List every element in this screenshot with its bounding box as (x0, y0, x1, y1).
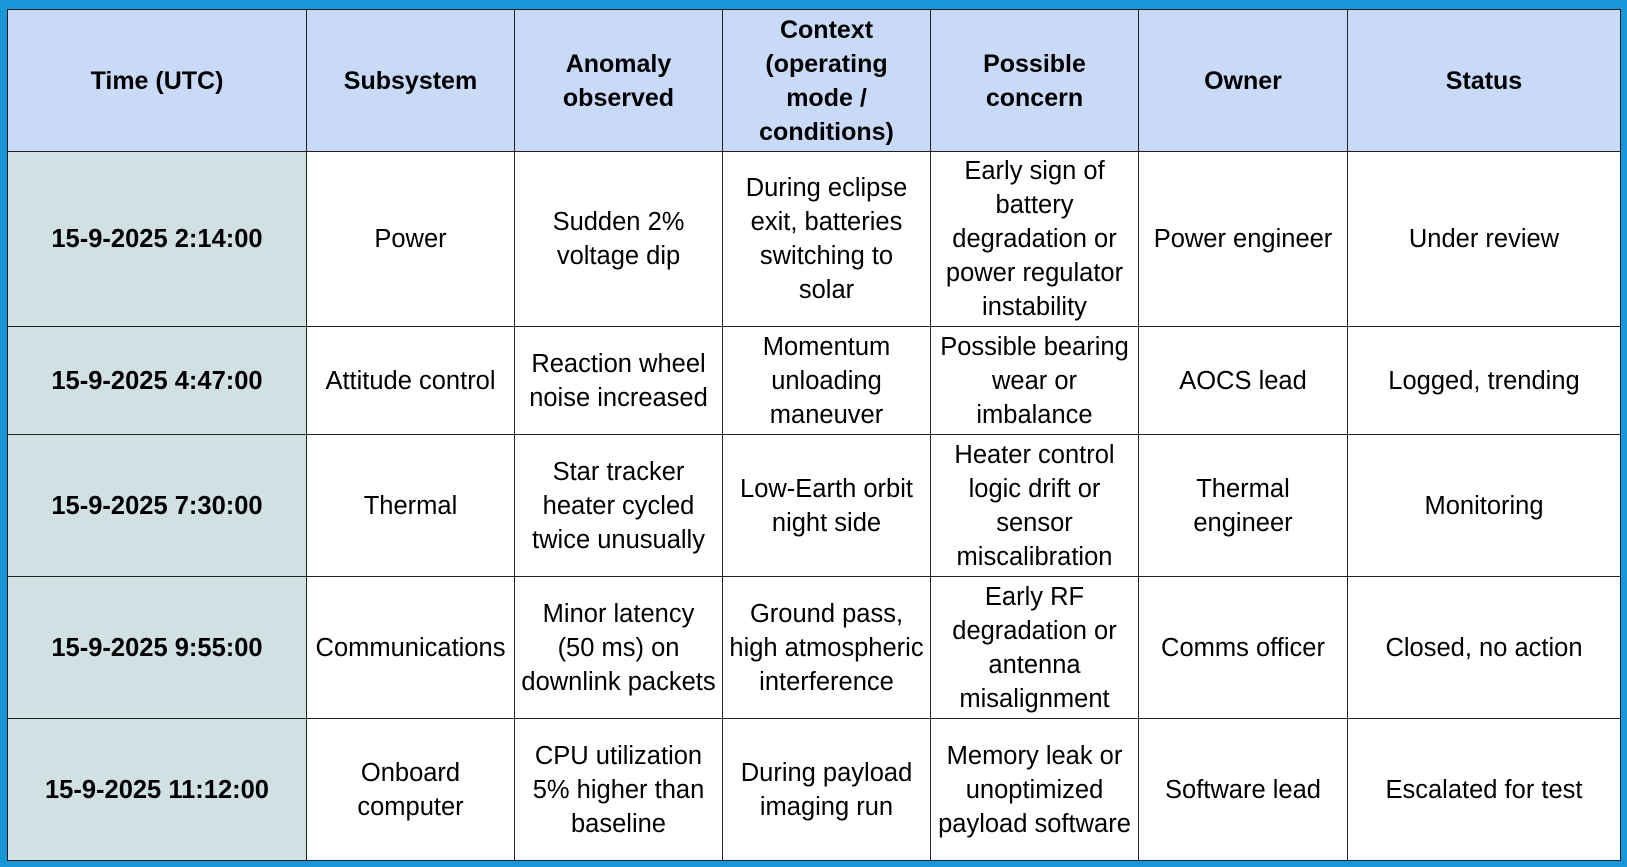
cell-subsystem[interactable]: Attitude control (307, 327, 515, 435)
cell-status[interactable]: Under review (1348, 152, 1621, 327)
table-row (8, 152, 1621, 327)
header-subsystem[interactable]: Subsystem (307, 10, 515, 152)
cell-status[interactable]: Escalated for test (1348, 719, 1621, 861)
cell-concern[interactable]: Early RF degradation or antenna misalignment (931, 577, 1139, 719)
cell-context[interactable]: During payload imaging run (723, 719, 931, 861)
cell-time[interactable]: 15-9-2025 11:12:00 (8, 719, 307, 861)
cell-concern[interactable]: Heater control logic drift or sensor miscalibration (931, 435, 1139, 577)
cell-time[interactable]: 15-9-2025 9:55:00 (8, 577, 307, 719)
header-owner[interactable]: Owner (1139, 10, 1348, 152)
cell-context[interactable]: Momentum unloading maneuver (723, 327, 931, 435)
cell-concern[interactable]: Early sign of battery degradation or power regulator instability (931, 152, 1139, 327)
cell-anomaly[interactable]: Star tracker heater cycled twice unusually (515, 435, 723, 577)
cell-owner[interactable]: Comms officer (1139, 577, 1348, 719)
cell-status[interactable]: Logged, trending (1348, 327, 1621, 435)
cell-context[interactable]: Ground pass, high atmospheric interference (723, 577, 931, 719)
cell-status[interactable]: Monitoring (1348, 435, 1621, 577)
table-row (8, 577, 1621, 719)
cell-anomaly[interactable]: Reaction wheel noise increased (515, 327, 723, 435)
cell-subsystem[interactable]: Onboard computer (307, 719, 515, 861)
anomaly-log-sheet (7, 9, 1620, 860)
cell-subsystem[interactable]: Power (307, 152, 515, 327)
cell-concern[interactable]: Possible bearing wear or imbalance (931, 327, 1139, 435)
header-anomaly[interactable]: Anomaly observed (515, 10, 723, 152)
cell-concern[interactable]: Memory leak or unoptimized payload software (931, 719, 1139, 861)
header-status[interactable]: Status (1348, 10, 1621, 152)
cell-context[interactable]: Low-Earth orbit night side (723, 435, 931, 577)
cell-subsystem[interactable]: Thermal (307, 435, 515, 577)
cell-subsystem[interactable]: Communications (307, 577, 515, 719)
cell-anomaly[interactable]: CPU utilization 5% higher than baseline (515, 719, 723, 861)
cell-time[interactable]: 15-9-2025 4:47:00 (8, 327, 307, 435)
cell-context[interactable]: During eclipse exit, batteries switching to solar (723, 152, 931, 327)
header-concern[interactable]: Possible concern (931, 10, 1139, 152)
cell-status[interactable]: Closed, no action (1348, 577, 1621, 719)
cell-time[interactable]: 15-9-2025 2:14:00 (8, 152, 307, 327)
cell-owner[interactable]: Power engineer (1139, 152, 1348, 327)
anomaly-log-table (7, 9, 1621, 861)
table-row (8, 327, 1621, 435)
cell-owner[interactable]: AOCS lead (1139, 327, 1348, 435)
cell-anomaly[interactable]: Minor latency (50 ms) on downlink packets (515, 577, 723, 719)
cell-owner[interactable]: Software lead (1139, 719, 1348, 861)
header-context[interactable]: Context (operating mode / conditions) (723, 10, 931, 152)
cell-owner[interactable]: Thermal engineer (1139, 435, 1348, 577)
table-header-row (8, 10, 1621, 152)
table-row (8, 435, 1621, 577)
header-time[interactable]: Time (UTC) (8, 10, 307, 152)
cell-time[interactable]: 15-9-2025 7:30:00 (8, 435, 307, 577)
table-row (8, 719, 1621, 861)
cell-anomaly[interactable]: Sudden 2% voltage dip (515, 152, 723, 327)
